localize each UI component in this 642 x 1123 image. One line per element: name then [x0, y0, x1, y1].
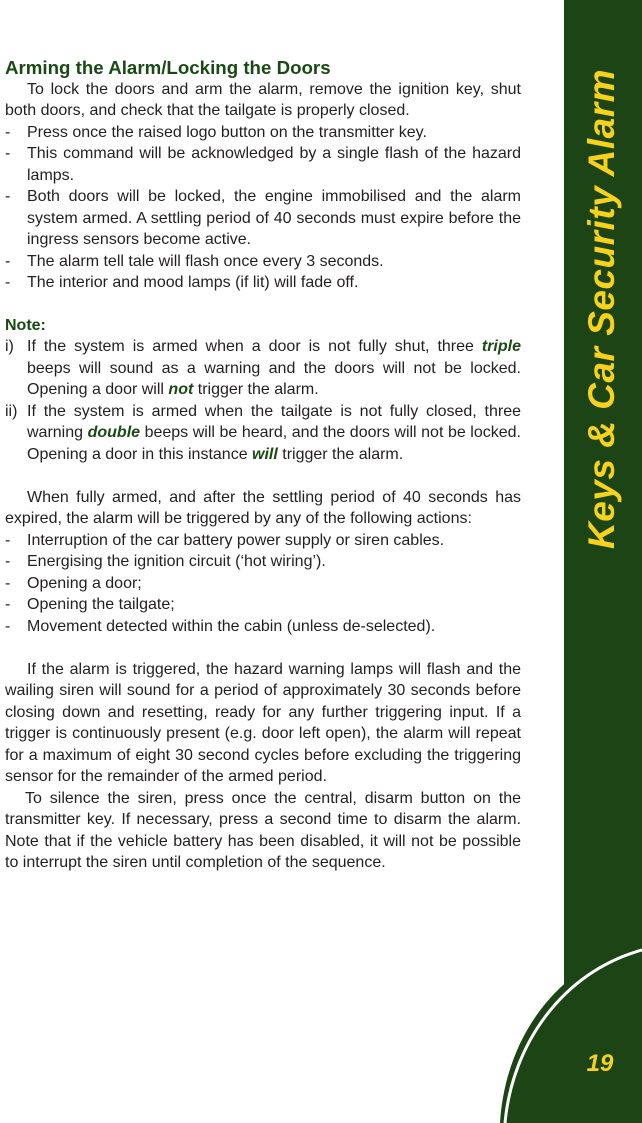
note-text: beeps will be heard, and the doors will not be locked. Opening a door in this instance [27, 424, 521, 463]
list-item-text: Energising the ignition circuit (‘hot wiring’). [27, 553, 326, 570]
note-text: trigger the alarm. [193, 381, 319, 398]
note-heading: Note: [5, 316, 46, 334]
note-text: If the system is armed when the tailgate is not fully closed, three warning [27, 402, 521, 441]
list-marker: - [5, 617, 11, 635]
list-item-text: Opening a door; [27, 574, 142, 592]
list-item-text: Both doors will be locked, the engine immobilised and the alarm system armed. A settling period of 40 seconds must expire before the ingress sensors become active. [27, 188, 521, 248]
list-marker: - [5, 574, 11, 592]
list-marker: - [5, 188, 11, 205]
list-marker: - [5, 145, 11, 162]
emphasis-text: will [252, 445, 278, 463]
section-heading: Arming the Alarm/Locking the Doors [5, 57, 331, 78]
list-marker: - [5, 553, 11, 570]
list-item-text: Press once the raised logo button on the transmitter key. [27, 123, 427, 141]
list-marker: - [5, 596, 11, 613]
sidebar-title-text: Keys & Car Security Alarm [581, 68, 622, 550]
list-marker: - [5, 274, 11, 291]
silence-paragraph: To silence the siren, press once the central, disarm button on the transmitter key. If necessary, press a second time to disarm the alarm. Note that if the vehicle battery has been disabled, it will not be possible to interrupt the siren until completion of the sequence. [5, 789, 521, 871]
page-number: 19 [586, 1050, 614, 1077]
list-marker: - [5, 123, 11, 141]
list-item-text: The alarm tell tale will flash once every 3 seconds. [27, 252, 384, 270]
note-text: trigger the alarm. [277, 445, 404, 463]
list-marker: - [5, 531, 11, 549]
trigger-intro-paragraph: When fully armed, and after the settling period of 40 seconds has expired, the alarm will be triggered by any of the following actions: [5, 488, 521, 527]
list-item-text: The interior and mood lamps (if lit) will fade off. [27, 274, 359, 291]
list-marker: ii) [5, 402, 18, 420]
note-text: beeps will sound as a warning and the doors will not be locked. Opening a door will [27, 359, 521, 398]
list-marker: - [5, 252, 11, 270]
list-item-text: Movement detected within the cabin (unless de-selected). [27, 617, 436, 635]
list-item-text: Opening the tailgate; [27, 596, 175, 613]
intro-paragraph: To lock the doors and arm the alarm, remove the ignition key, shut both doors, and check that the tailgate is properly closed. [5, 80, 521, 119]
list-item-text: Interruption of the car battery power supply or siren cables. [27, 531, 445, 549]
triggered-paragraph: If the alarm is triggered, the hazard warning lamps will flash and the wailing siren will sound for a period of approximately 30 seconds before closing down and resetting, ready for any further triggering input. If a trigger is continuously present (e.g. door left open), the alarm will repeat for a maximum of eight 30 second cycles before excluding the triggering sensor for the remainder of the armed period. [5, 660, 521, 785]
list-marker: i) [5, 338, 14, 355]
list-item-text: This command will be acknowledged by a single flash of the hazard lamps. [27, 145, 521, 184]
emphasis-text: triple [481, 338, 521, 355]
emphasis-text: double [87, 424, 141, 441]
note-text: If the system is armed when a door is not fully shut, three [27, 338, 482, 355]
emphasis-text: not [168, 381, 194, 398]
